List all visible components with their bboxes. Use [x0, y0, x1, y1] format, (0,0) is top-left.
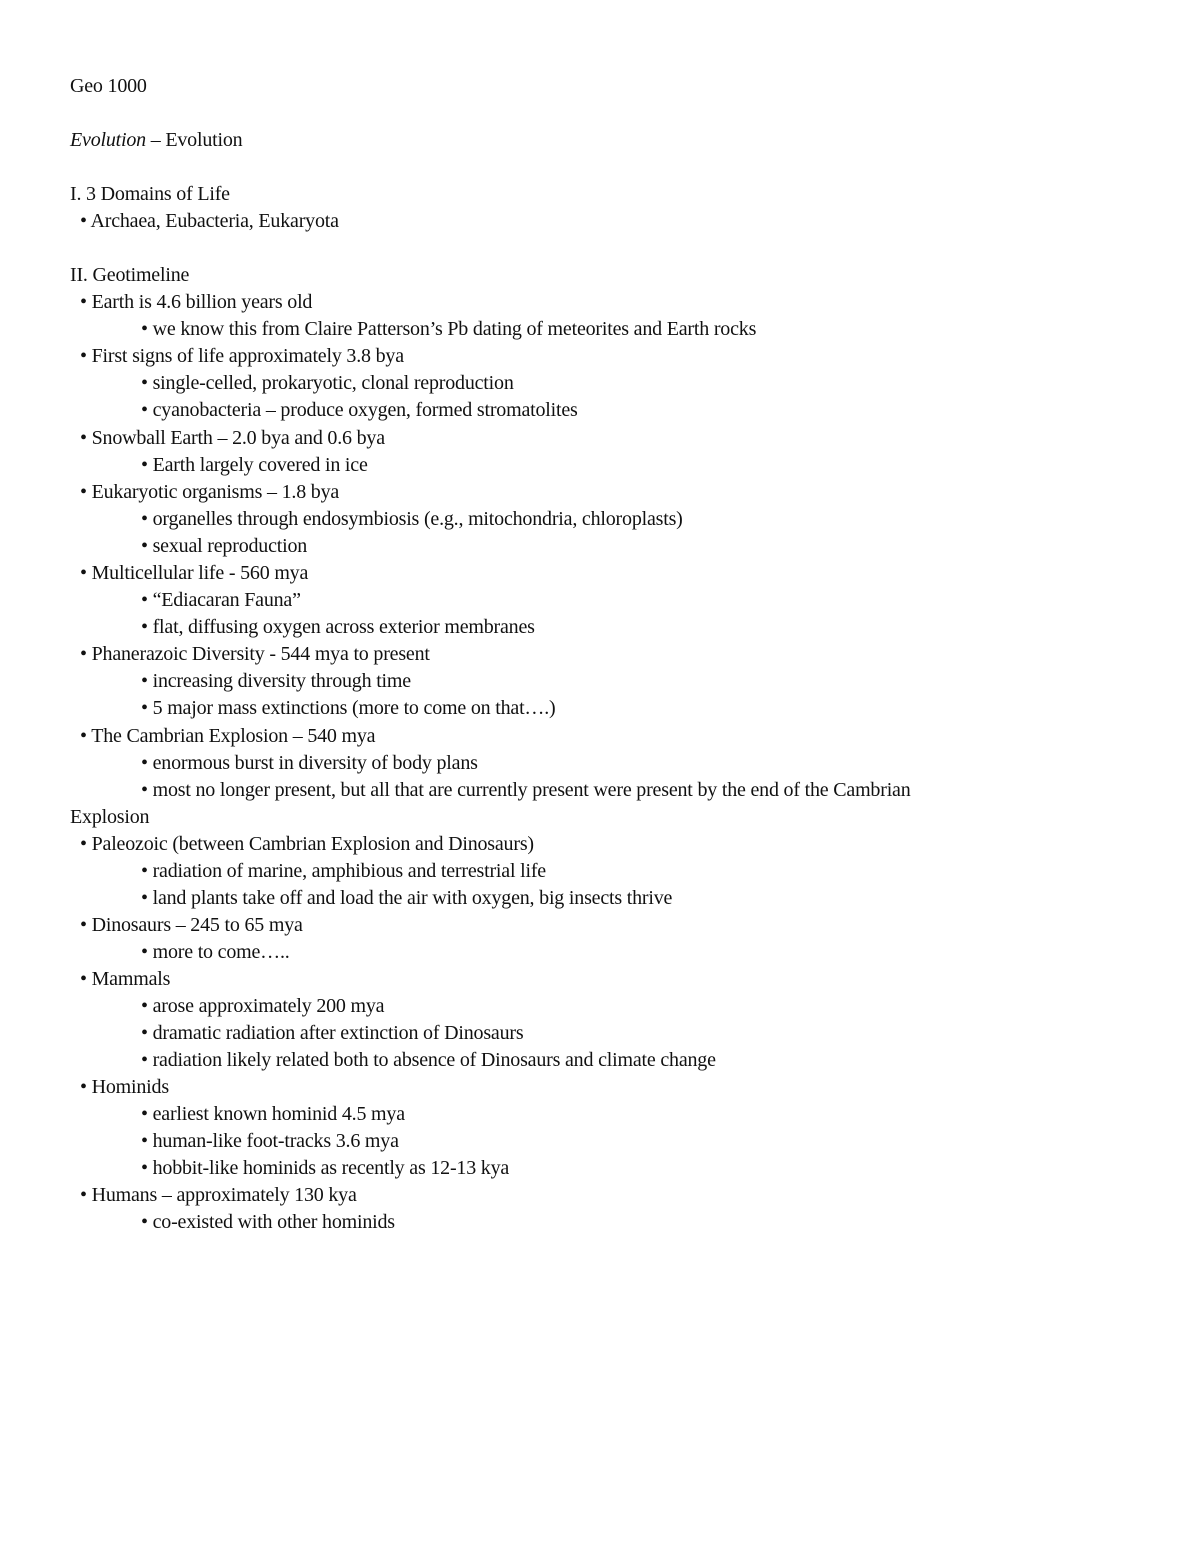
list-item: • The Cambrian Explosion – 540 mya	[80, 725, 376, 747]
topic-title-italic: Evolution	[70, 129, 146, 151]
list-item: • First signs of life approximately 3.8 bya	[80, 345, 404, 367]
list-item: • Humans – approximately 130 kya	[80, 1184, 357, 1206]
list-item: • Phanerazoic Diversity - 544 mya to present	[80, 643, 430, 665]
list-item: • Multicellular life - 560 mya	[80, 562, 309, 584]
sub-list-item: • single-celled, prokaryotic, clonal reproduction	[141, 372, 514, 394]
sub-list-item: • we know this from Claire Patterson’s Pb dating of meteorites and Earth rocks	[141, 318, 757, 340]
list-item: • Archaea, Eubacteria, Eukaryota	[80, 210, 339, 232]
list-item: • Snowball Earth – 2.0 bya and 0.6 bya	[80, 427, 385, 449]
sub-list-item: • land plants take off and load the air with oxygen, big insects thrive	[141, 887, 673, 909]
sub-list-item: • radiation likely related both to absence of Dinosaurs and climate change	[141, 1049, 716, 1071]
section-heading-domains: I. 3 Domains of Life	[70, 183, 230, 205]
list-item: • Hominids	[80, 1076, 169, 1098]
section-heading-geotimeline: II. Geotimeline	[70, 264, 190, 286]
list-item: • Paleozoic (between Cambrian Explosion and Dinosaurs)	[80, 833, 534, 855]
sub-list-item: • increasing diversity through time	[141, 670, 411, 692]
sub-list-item: • human-like foot-tracks 3.6 mya	[141, 1130, 399, 1152]
sub-list-item: • radiation of marine, amphibious and terrestrial life	[141, 860, 546, 882]
sub-list-item: • 5 major mass extinctions (more to come on that….)	[141, 697, 556, 719]
sub-list-item: • organelles through endosymbiosis (e.g., mitochondria, chloroplasts)	[141, 508, 683, 530]
topic-title-rest: – Evolution	[145, 129, 243, 151]
sub-list-item: • co-existed with other hominids	[141, 1211, 395, 1233]
sub-list-item: • earliest known hominid 4.5 mya	[141, 1103, 405, 1125]
list-item: • Dinosaurs – 245 to 65 mya	[80, 914, 303, 936]
list-item: • Mammals	[80, 968, 171, 990]
sub-list-item: • dramatic radiation after extinction of Dinosaurs	[141, 1022, 524, 1044]
sub-list-item: • hobbit-like hominids as recently as 12-13 kya	[141, 1157, 510, 1179]
course-title: Geo 1000	[70, 75, 147, 97]
list-item: • Earth is 4.6 billion years old	[80, 291, 313, 313]
sub-list-item: • “Ediacaran Fauna”	[141, 589, 301, 611]
sub-list-item: • arose approximately 200 mya	[141, 995, 385, 1017]
list-item: • Eukaryotic organisms – 1.8 bya	[80, 481, 340, 503]
sub-list-item: • Earth largely covered in ice	[141, 454, 368, 476]
sub-list-item: • more to come…..	[141, 941, 290, 963]
sub-list-item: • enormous burst in diversity of body plans	[141, 752, 478, 774]
sub-list-item: • flat, diffusing oxygen across exterior membranes	[141, 616, 535, 638]
sub-list-item: • cyanobacteria – produce oxygen, formed stromatolites	[141, 399, 578, 421]
sub-list-item: • sexual reproduction	[141, 535, 308, 557]
topic-title	[70, 128, 242, 152]
sub-list-item: • most no longer present, but all that are currently present were present by the end of the Cambrian	[141, 779, 911, 801]
wrapped-line: Explosion	[70, 806, 150, 828]
